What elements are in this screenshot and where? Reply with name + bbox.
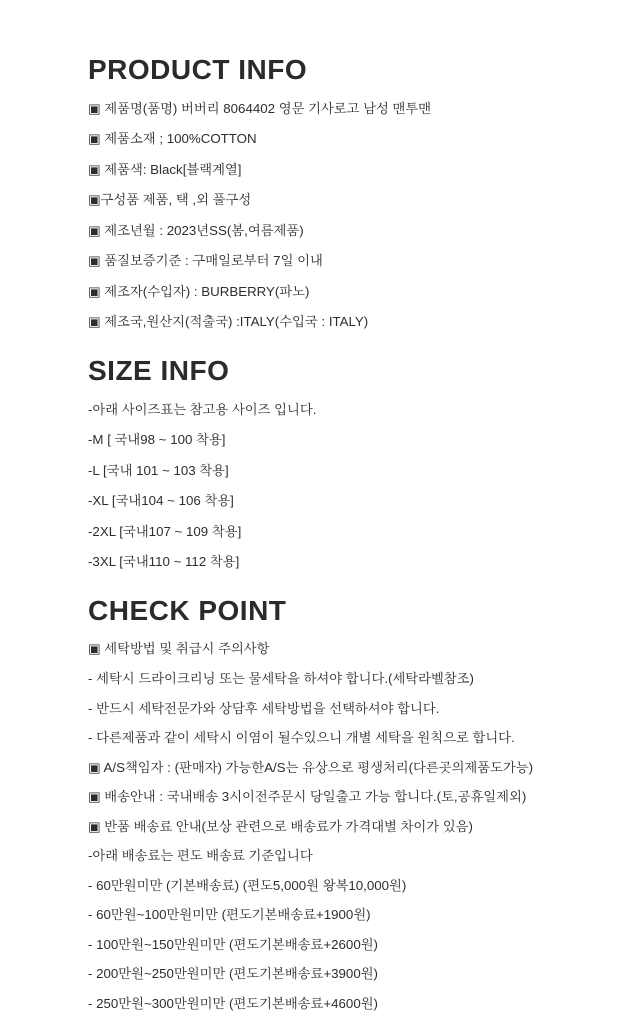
list-item: ▣ 제조국,원산지(적출국) :ITALY(수입국 : ITALY) [88, 314, 369, 330]
list-item: - 60만원미만 (기본배송료) (편도5,000원 왕복10,000원) [88, 877, 407, 893]
list-item: - 200만원~250만원미만 (편도기본배송료+3900원) [88, 966, 378, 982]
list-item: -3XL [국내110 ~ 112 착용] [88, 554, 240, 570]
section-heading-size-info: SIZE INFO [88, 355, 230, 387]
section-heading-check-point: CHECK POINT [88, 595, 287, 627]
size-info-list [88, 394, 600, 577]
list-item: ▣ 제품소재 ; 100%COTTON [88, 131, 257, 147]
list-item: ▣ 제품색: Black[블랙계열] [88, 161, 242, 177]
list-item: - 100만원~150만원미만 (편도기본배송료+2600원) [88, 936, 378, 952]
list-item: - 반드시 세탁전문가와 상담후 세탁방법을 선택하셔야 합니다. [88, 700, 440, 716]
list-item: ▣구성품 제품, 택 ,외 풀구성 [88, 192, 252, 208]
list-item: - 250만원~300만원미만 (편도기본배송료+4600원) [88, 995, 378, 1011]
list-item: -L [국내 101 ~ 103 착용] [88, 462, 229, 478]
list-item: - 다른제품과 같이 세탁시 이염이 될수있으니 개별 세탁을 원칙으로 합니다. [88, 730, 515, 746]
section-size-info [88, 353, 600, 577]
check-point-list [88, 634, 600, 1018]
list-item: -XL [국내104 ~ 106 착용] [88, 493, 234, 509]
list-item: ▣ 제조년월 : 2023년SS(봄,여름제품) [88, 222, 304, 238]
list-item: ▣ 세탁방법 및 취급시 주의사항 [88, 641, 270, 657]
list-item: -2XL [국내107 ~ 109 착용] [88, 523, 242, 539]
list-item: -아래 사이즈표는 참고용 사이즈 입니다. [88, 401, 317, 417]
list-item: ▣ 제품명(품명) 버버리 8064402 영문 기사로고 남성 맨투맨 [88, 100, 432, 116]
list-item: -M [ 국내98 ~ 100 착용] [88, 432, 226, 448]
list-item: ▣ 품질보증기준 : 구매일로부터 7일 이내 [88, 253, 323, 269]
list-item: - 세탁시 드라이크리닝 또는 물세탁을 하셔야 합니다.(세탁라벨참조) [88, 670, 474, 686]
list-item: -아래 배송료는 편도 배송료 기준입니다 [88, 848, 313, 864]
list-item: ▣ 반품 배송료 안내(보상 관련으로 배송료가 가격대별 차이가 있음) [88, 818, 473, 834]
product-info-list [88, 93, 600, 337]
section-product-info [88, 52, 600, 337]
list-item: ▣ A/S책임자 : (판매자) 가능한A/S는 유상으로 평생처리(다른곳의제품도가능) [88, 759, 534, 775]
list-item: - 60만원~100만원미만 (편도기본배송료+1900원) [88, 907, 371, 923]
list-item: ▣ 배송안내 : 국내배송 3시이전주문시 당일출고 가능 합니다.(토,공휴일제외) [88, 789, 527, 805]
section-check-point [88, 593, 600, 1018]
page-title: PRODUCT INFO [88, 54, 308, 85]
list-item: ▣ 제조자(수입자) : BURBERRY(파노) [88, 283, 310, 299]
